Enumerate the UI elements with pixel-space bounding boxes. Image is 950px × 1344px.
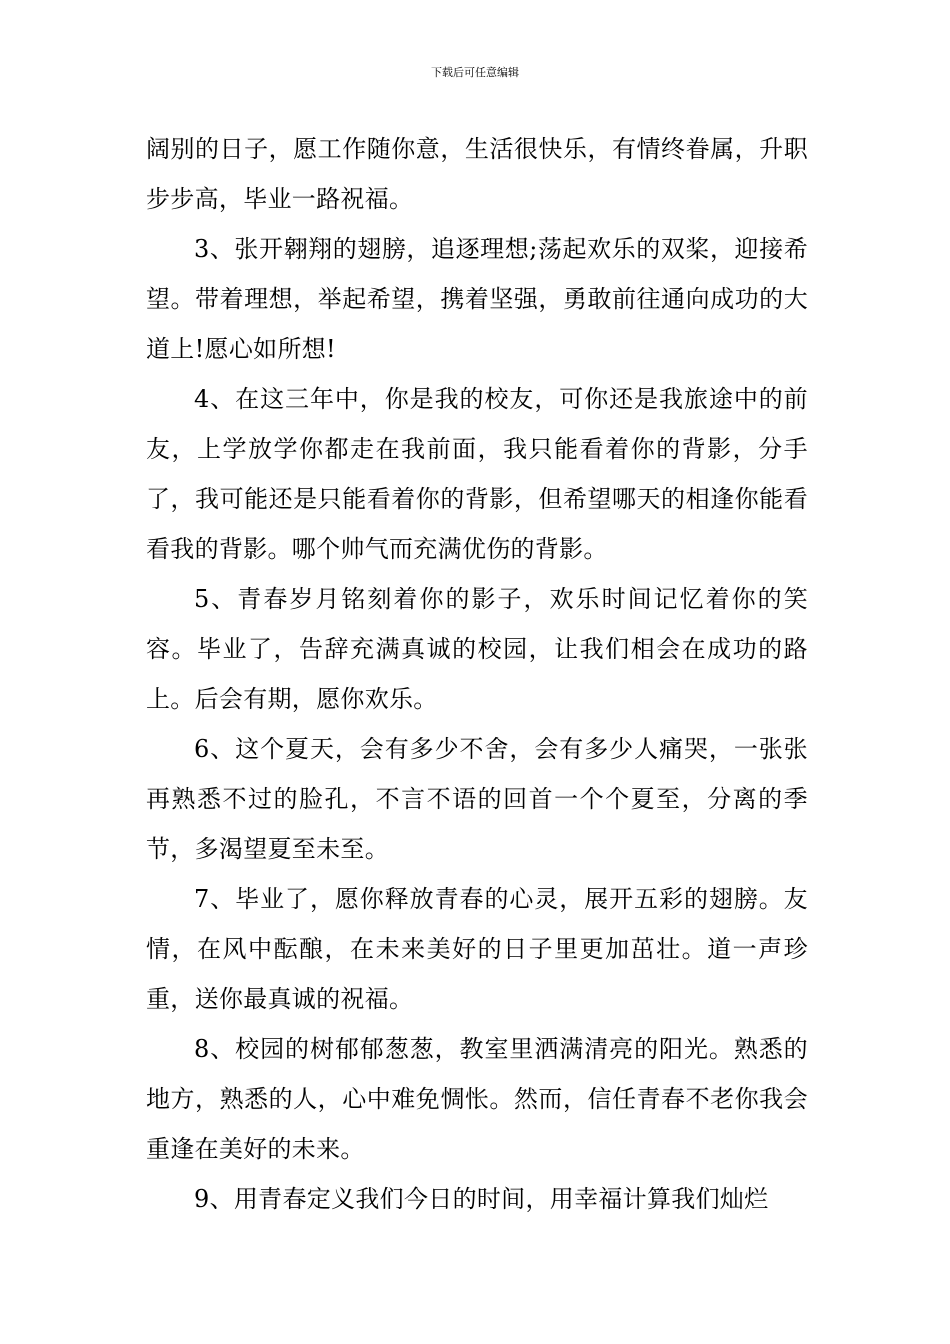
paragraph-item-3: 3、张开翱翔的翅膀，追逐理想;荡起欢乐的双桨，迎接希望。带着理想，举起希望，携着坚强，勇敢前往通向成功的大道上!愿心如所想!: [146, 235, 808, 363]
document-body: [146, 124, 808, 1224]
paragraph-item-4: 4、在这三年中，你是我的校友，可你还是我旅途中的前友，上学放学你都走在我前面，我只能看着你的背影，分手了，我可能还是只能看着你的背影，但希望哪天的相逢你能看看我的背影。哪个帅气而充满优伤的背影。: [146, 385, 808, 563]
paragraph-item-8: 8、校园的树郁郁葱葱，教室里洒满清亮的阳光。熟悉的地方，熟悉的人，心中难免惆怅。然而，信任青春不老你我会重逢在美好的未来。: [146, 1035, 808, 1163]
page-header-note: 下载后可任意编辑: [431, 66, 519, 79]
paragraph-item-6: 6、这个夏天，会有多少不舍，会有多少人痛哭，一张张再熟悉不过的脸孔，不言不语的回首一个个夏至，分离的季节，多渴望夏至未至。: [146, 735, 808, 863]
paragraph-item-5: 5、青春岁月铭刻着你的影子，欢乐时间记忆着你的笑容。毕业了，告辞充满真诚的校园，让我们相会在成功的路上。后会有期，愿你欢乐。: [146, 585, 808, 713]
paragraph-continuation: 阔别的日子，愿工作随你意，生活很快乐，有情终眷属，升职步步高，毕业一路祝福。: [146, 135, 808, 213]
paragraph-item-7: 7、毕业了，愿你释放青春的心灵，展开五彩的翅膀。友情，在风中酝酿，在未来美好的日子里更加茁壮。道一声珍重，送你最真诚的祝福。: [146, 885, 808, 1013]
paragraph-item-9: 9、用青春定义我们今日的时间，用幸福计算我们灿烂: [194, 1185, 769, 1213]
